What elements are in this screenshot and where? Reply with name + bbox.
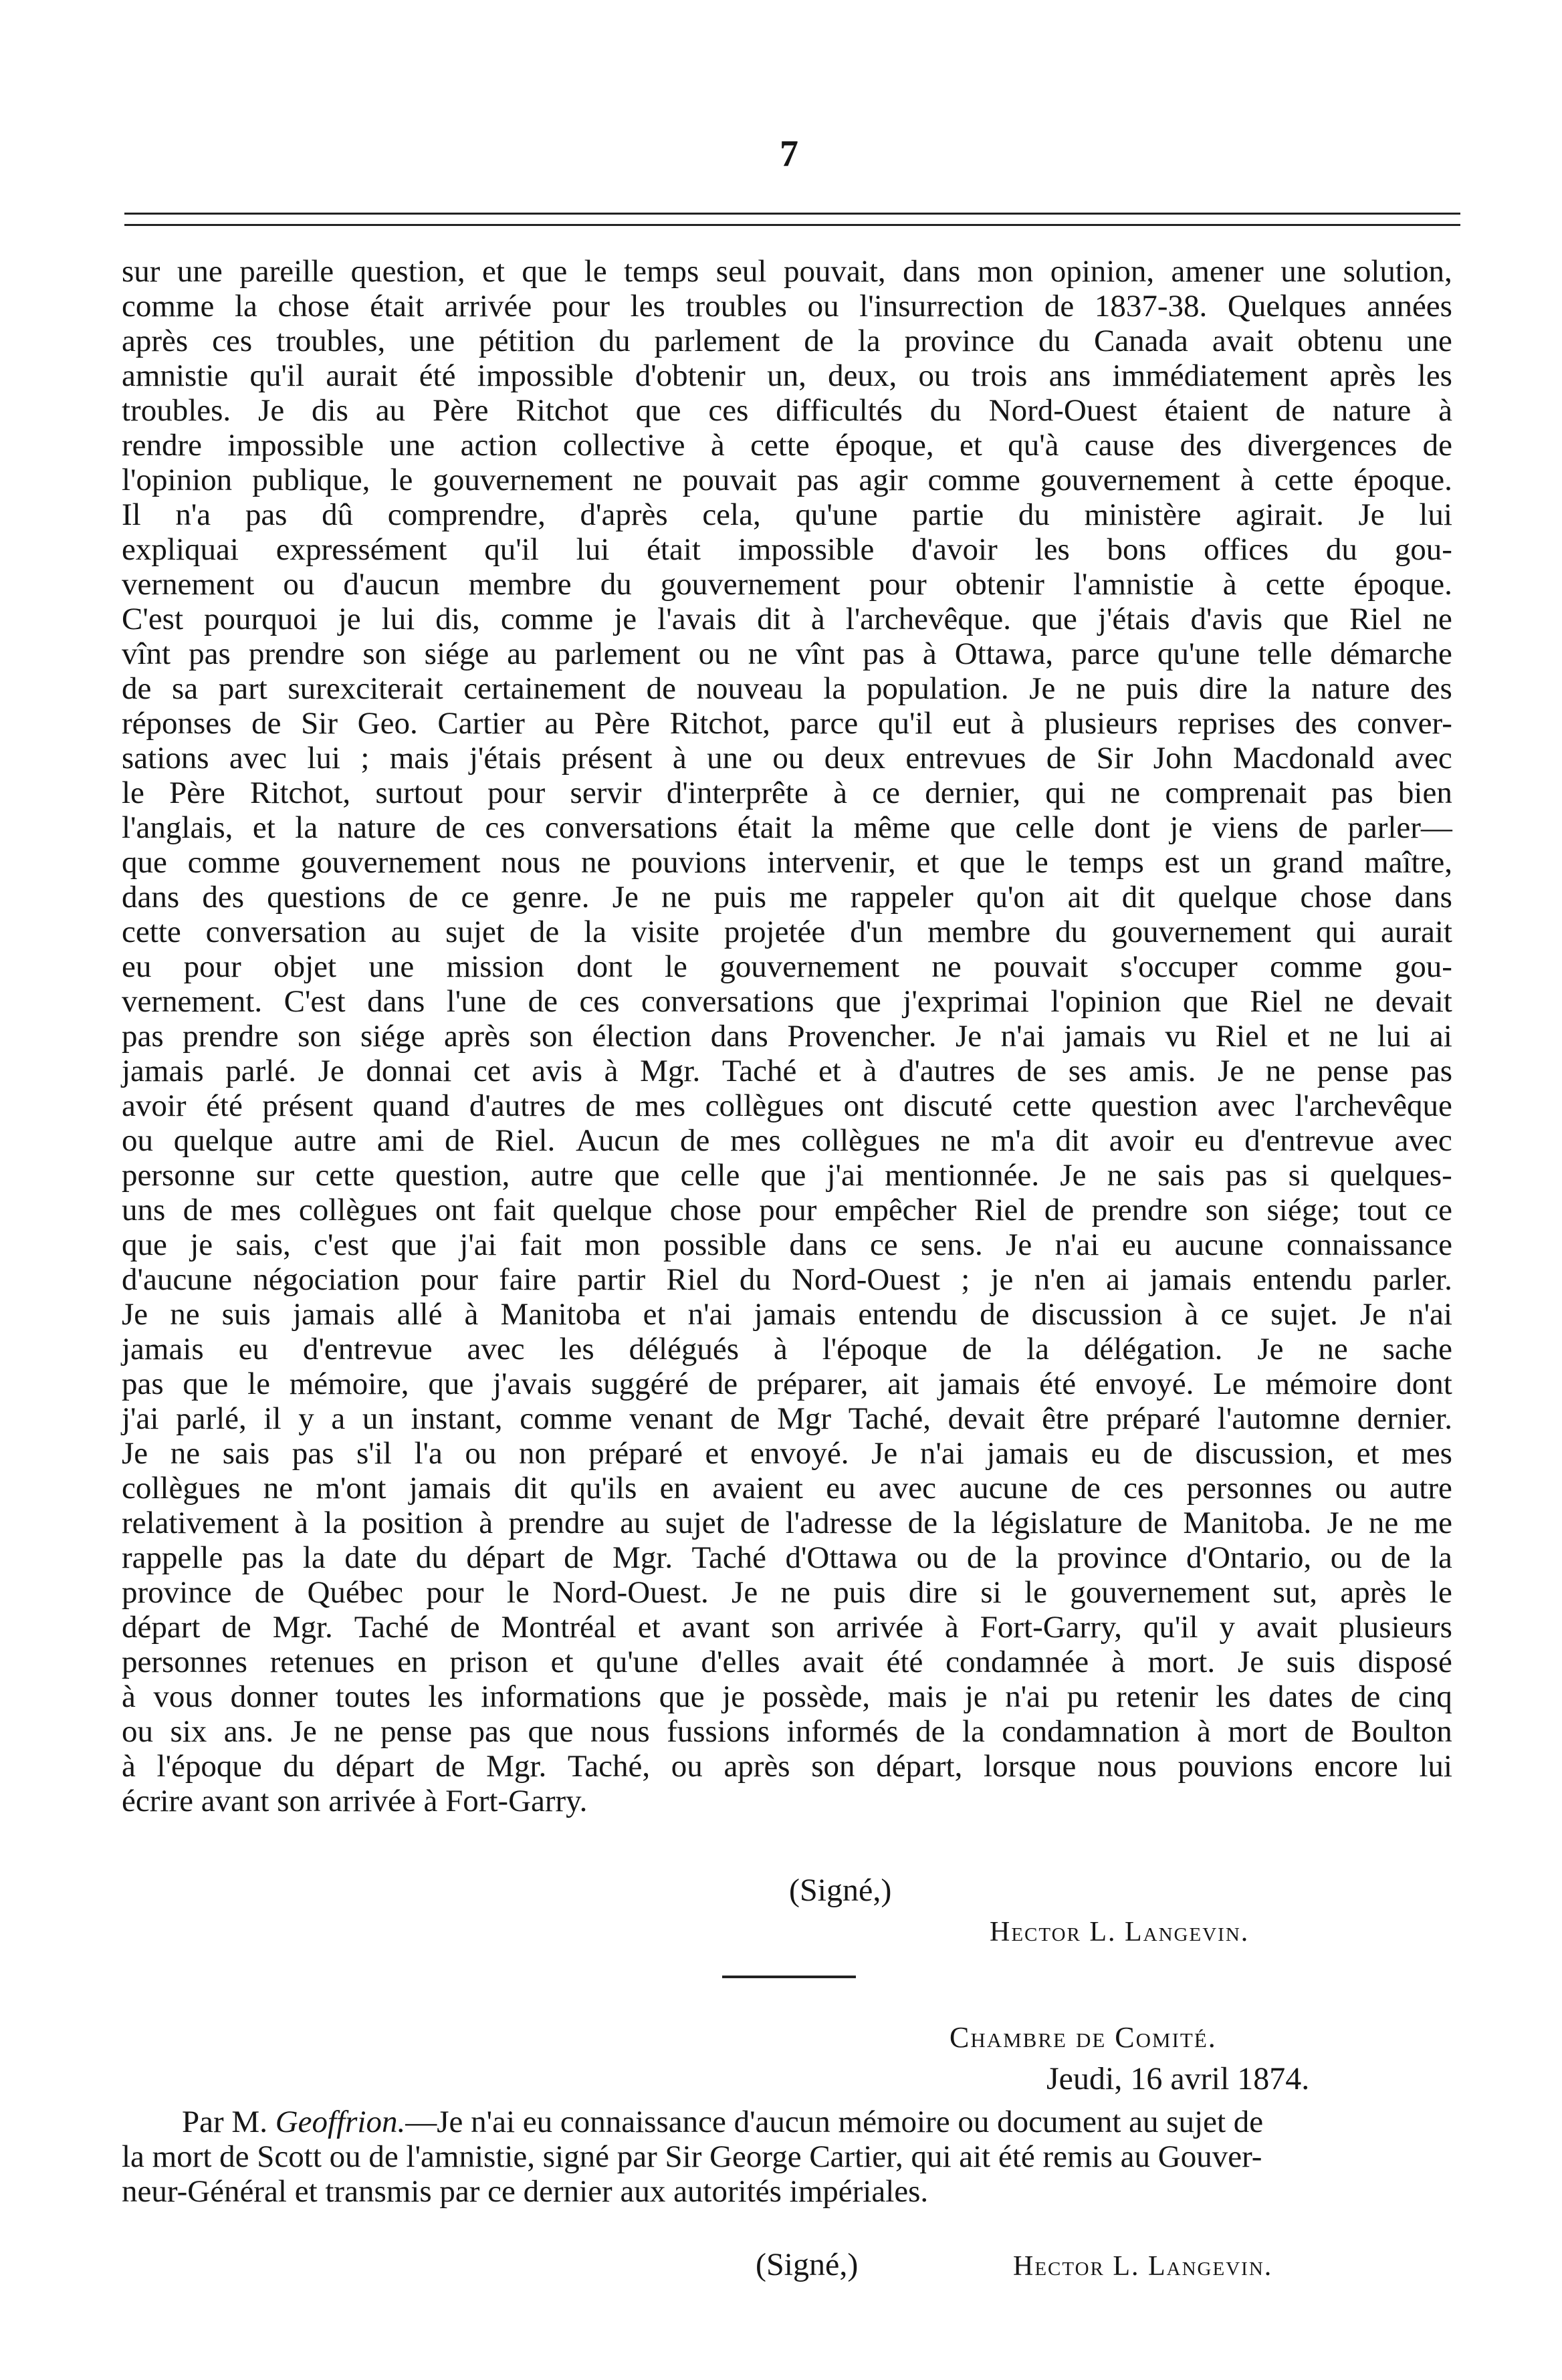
text-line: de sa part surexciterait certainement de nouveau la population. Je ne puis dire la nature des [122, 671, 1452, 706]
text-line: amnistie qu'il aurait été impossible d'obtenir un, deux, ou trois ans immédiatement après les [122, 358, 1452, 393]
text-line: sations avec lui ; mais j'étais présent à une ou deux entrevues de Sir John Macdonald avec [122, 741, 1452, 776]
speaker-name: Geoffrion. [275, 2105, 406, 2139]
text-line: troubles. Je dis au Père Ritchot que ces difficultés du Nord-Ouest étaient de nature à [122, 393, 1452, 428]
committee-header: Chambre de Comité. [950, 2021, 1217, 2054]
text-line: ou six ans. Je ne pense pas que nous fussions informés de la condamnation à mort de Boulton [122, 1714, 1452, 1749]
text-line: vînt pas prendre son siége au parlement ou ne vînt pas à Ottawa, parce qu'une telle démarche [122, 636, 1452, 671]
text-line: collègues ne m'ont jamais dit qu'ils en avaient eu avec aucune de ces personnes ou autre [122, 1471, 1452, 1506]
text-line: après ces troubles, une pétition du parlement de la province du Canada avait obtenu une [122, 324, 1452, 358]
geoffrion-question-paragraph [122, 2105, 1452, 2209]
double-rule-divider [124, 213, 1460, 226]
text-line: pas prendre son siége après son élection dans Provencher. Je n'ai jamais vu Riel et ne lui ai [122, 1019, 1452, 1054]
speaker-prefix: Par M. [182, 2105, 267, 2139]
answer-text: —Je n'ai eu connaissance d'aucun mémoire ou document au sujet de [405, 2105, 1264, 2139]
text-line: réponses de Sir Geo. Cartier au Père Ritchot, parce qu'il eut à plusieurs reprises des conver- [122, 706, 1452, 741]
text-line: la mort de Scott ou de l'amnistie, signé par Sir George Cartier, qui ait été remis au Gouver- [122, 2139, 1262, 2174]
text-line: pas que le mémoire, que j'avais suggéré de préparer, ait jamais été envoyé. Le mémoire dont [122, 1366, 1452, 1401]
section-divider [722, 1976, 856, 1978]
signature-label: (Signé,) [789, 1873, 892, 1908]
text-line: que comme gouvernement nous ne pouvions intervenir, et que le temps est un grand maître, [122, 845, 1452, 880]
text-line: personne sur cette question, autre que celle que j'ai mentionnée. Je ne sais pas si quelques- [122, 1158, 1452, 1193]
text-line: dans des questions de ce genre. Je ne puis me rappeler qu'on ait dit quelque chose dans [122, 880, 1452, 915]
signatory-name: Hector L. Langevin. [1013, 2251, 1273, 2282]
text-line: province de Québec pour le Nord-Ouest. Je ne puis dire si le gouvernement sut, après le [122, 1575, 1452, 1610]
text-line: le Père Ritchot, surtout pour servir d'interprête à ce dernier, qui ne comprenait pas bien [122, 776, 1452, 810]
text-line: Je ne sais pas s'il l'a ou non préparé et envoyé. Je n'ai jamais eu de discussion, et mes [122, 1436, 1452, 1471]
text-line: Je ne suis jamais allé à Manitoba et n'ai jamais entendu de discussion à ce sujet. Je n'ai [122, 1297, 1452, 1332]
text-line: vernement. C'est dans l'une de ces conversations que j'exprimai l'opinion que Riel ne devait [122, 984, 1452, 1019]
text-line: rappelle pas la date du départ de Mgr. Taché d'Ottawa ou de la province d'Ontario, ou de la [122, 1540, 1452, 1575]
text-line: à vous donner toutes les informations que je possède, mais je n'ai pu retenir les dates de cinq [122, 1679, 1452, 1714]
text-line: C'est pourquoi je lui dis, comme je l'avais dit à l'archevêque. que j'étais d'avis que Riel ne [122, 602, 1452, 636]
text-line: départ de Mgr. Taché de Montréal et avant son arrivée à Fort-Garry, qu'il y avait plusieurs [122, 1610, 1452, 1645]
text-line: sur une pareille question, et que le temps seul pouvait, dans mon opinion, amener une solution, [122, 254, 1452, 289]
text-line: comme la chose était arrivée pour les troubles ou l'insurrection de 1837-38. Quelques années [122, 289, 1452, 324]
text-line: cette conversation au sujet de la visite projetée d'un membre du gouvernement qui aurait [122, 915, 1452, 949]
testimony-paragraph [122, 254, 1452, 1818]
text-line [122, 2105, 1452, 2139]
text-line: jamais eu d'entrevue avec les délégués à l'époque de la délégation. Je ne sache [122, 1332, 1452, 1366]
text-line: écrire avant son arrivée à Fort-Garry. [122, 1784, 588, 1818]
text-line: l'opinion publique, le gouvernement ne pouvait pas agir comme gouvernement à cette époque. [122, 463, 1452, 497]
text-line: j'ai parlé, il y a un instant, comme venant de Mgr Taché, devait être préparé l'automne dernier. [122, 1401, 1452, 1436]
text-line: neur-Général et transmis par ce dernier aux autorités impériales. [122, 2174, 929, 2209]
signature-label: (Signé,) [756, 2247, 859, 2282]
page-number: 7 [780, 133, 798, 174]
text-line: expliquai expressément qu'il lui était impossible d'avoir les bons offices du gou- [122, 532, 1452, 567]
text-line: uns de mes collègues ont fait quelque chose pour empêcher Riel de prendre son siége; tout ce [122, 1193, 1452, 1227]
text-line: à l'époque du départ de Mgr. Taché, ou après son départ, lorsque nous pouvions encore lui [122, 1749, 1452, 1784]
text-line: d'aucune négociation pour faire partir Riel du Nord-Ouest ; je n'en ai jamais entendu parler. [122, 1262, 1452, 1297]
committee-date: Jeudi, 16 avril 1874. [1046, 2061, 1310, 2097]
text-line: rendre impossible une action collective à cette époque, et qu'à cause des divergences de [122, 428, 1452, 463]
text-line: relativement à la position à prendre au sujet de l'adresse de la législature de Manitoba. Je ne me [122, 1506, 1452, 1540]
text-line: ou quelque autre ami de Riel. Aucun de mes collègues ne m'a dit avoir eu d'entrevue avec [122, 1123, 1452, 1158]
text-line: vernement ou d'aucun membre du gouvernement pour obtenir l'amnistie à cette époque. [122, 567, 1452, 602]
text-line: personnes retenues en prison et qu'une d'elles avait été condamnée à mort. Je suis disposé [122, 1645, 1452, 1679]
text-line: Il n'a pas dû comprendre, d'après cela, qu'une partie du ministère agirait. Je lui [122, 497, 1452, 532]
text-line: l'anglais, et la nature de ces conversations était la même que celle dont je viens de parler— [122, 810, 1452, 845]
text-line: jamais parlé. Je donnai cet avis à Mgr. Taché et à d'autres de ses amis. Je ne pense pas [122, 1054, 1452, 1088]
text-line: eu pour objet une mission dont le gouvernement ne pouvait s'occuper comme gou- [122, 949, 1452, 984]
signatory-name: Hector L. Langevin. [990, 1917, 1250, 1947]
text-line: que je sais, c'est que j'ai fait mon possible dans ce sens. Je n'ai eu aucune connaissance [122, 1227, 1452, 1262]
text-line: avoir été présent quand d'autres de mes collègues ont discuté cette question avec l'archevêque [122, 1088, 1452, 1123]
